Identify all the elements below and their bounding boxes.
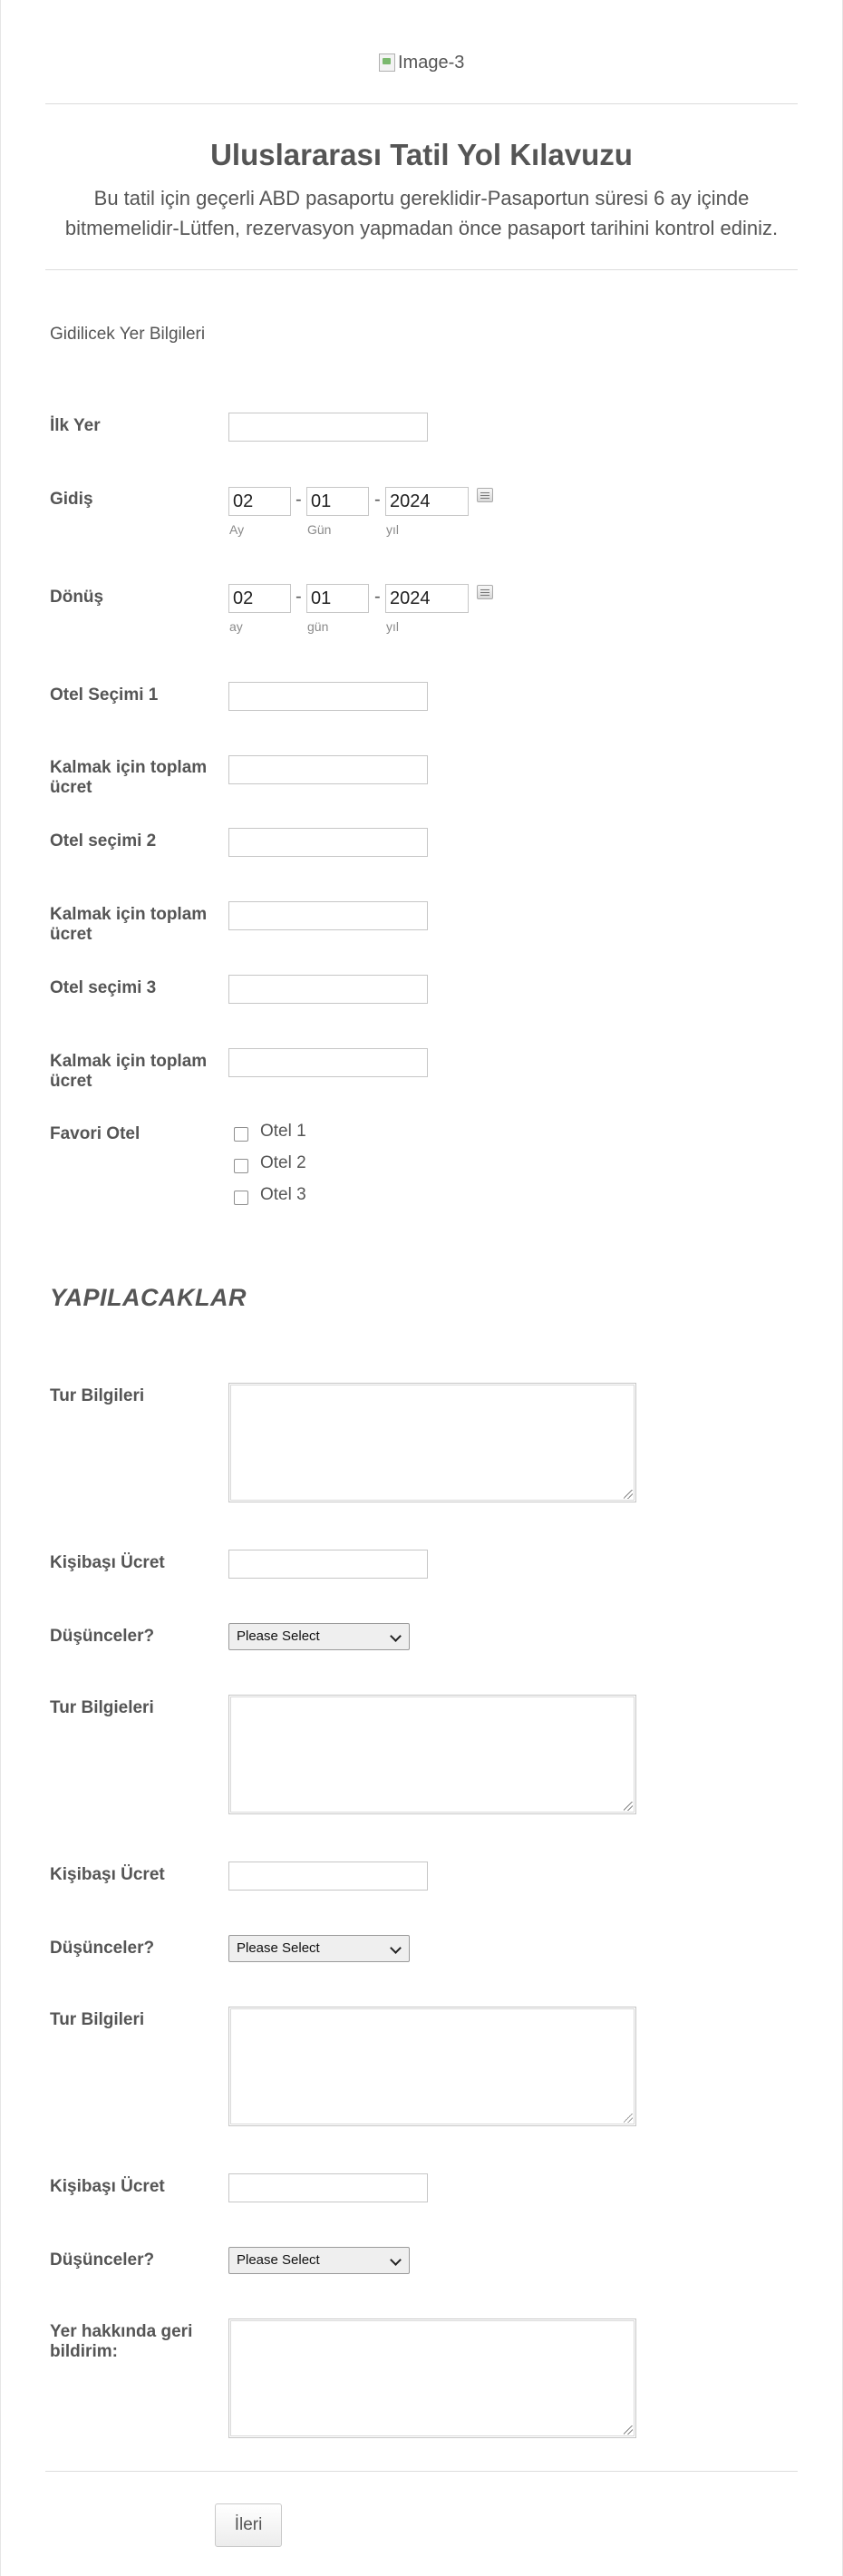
total-1-label: Kalmak için toplam ücret — [50, 758, 208, 797]
date-separator: - — [296, 490, 302, 510]
tour-1-info-textarea[interactable] — [228, 1383, 636, 1502]
tour-3-thoughts-select[interactable] — [228, 2247, 410, 2274]
total-1-input[interactable] — [228, 755, 428, 784]
tour-2-thoughts-label: Düşünceler? — [50, 1939, 155, 1958]
departure-year-sublabel: yıl — [386, 522, 399, 537]
feedback-textarea[interactable] — [228, 2318, 636, 2438]
divider — [45, 103, 798, 104]
divider — [45, 2471, 798, 2472]
resize-grip-icon[interactable] — [624, 1490, 633, 1499]
resize-grip-icon[interactable] — [624, 1802, 633, 1811]
tour-2-thoughts-select[interactable] — [228, 1935, 410, 1962]
page-title: Uluslararası Tatil Yol Kılavuzu — [210, 138, 633, 171]
date-separator: - — [374, 490, 381, 510]
hotel-1-label: Otel Seçimi 1 — [50, 685, 159, 705]
departure-year-input[interactable]: 2024 — [385, 487, 469, 516]
total-3-input[interactable] — [228, 1048, 428, 1077]
return-year-sublabel: yıl — [386, 619, 399, 634]
tour-3-thoughts-label: Düşünceler? — [50, 2250, 155, 2270]
departure-day-sublabel: Gün — [307, 522, 332, 537]
departure-day-input[interactable]: 01 — [306, 487, 369, 516]
tour-2-info-label: Tur Bilgieleri — [50, 1698, 154, 1717]
first-place-input[interactable] — [228, 413, 428, 442]
departure-month-input[interactable]: 02 — [228, 487, 291, 516]
date-separator: - — [374, 587, 381, 607]
total-2-label: Kalmak için toplam ücret — [50, 905, 208, 944]
favorite-hotel-option-3: Otel 3 — [260, 1185, 306, 1204]
favorite-hotel-checkbox-2[interactable] — [234, 1159, 248, 1173]
section-title-destination: Gidilicek Yer Bilgileri — [50, 325, 206, 344]
hotel-3-input[interactable] — [228, 975, 428, 1004]
chevron-down-icon — [390, 1942, 402, 1954]
chevron-down-icon — [390, 2254, 402, 2266]
favorite-hotel-checkbox-1[interactable] — [234, 1127, 248, 1142]
header-image — [379, 53, 464, 73]
favorite-hotel-option-2: Otel 2 — [260, 1153, 306, 1172]
select-value: Please Select — [237, 1628, 320, 1644]
calendar-icon[interactable] — [477, 488, 493, 502]
favorite-hotel-checkbox-3[interactable] — [234, 1191, 248, 1205]
feedback-label: Yer hakkında geri bildirim: — [50, 2322, 193, 2361]
next-button[interactable]: İleri — [215, 2503, 282, 2547]
page-border-left — [0, 0, 1, 2576]
hotel-2-label: Otel seçimi 2 — [50, 831, 157, 851]
resize-grip-icon[interactable] — [624, 2425, 633, 2435]
favorite-hotel-label: Favori Otel — [50, 1124, 140, 1143]
tour-1-info-label: Tur Bilgileri — [50, 1386, 145, 1405]
resize-grip-icon[interactable] — [624, 2114, 633, 2123]
select-value: Please Select — [237, 2252, 320, 2268]
tour-3-info-label: Tur Bilgileri — [50, 2010, 145, 2029]
hotel-1-input[interactable] — [228, 682, 428, 711]
favorite-hotel-option-1: Otel 1 — [260, 1122, 306, 1141]
section-title-todo: YAPILACAKLAR — [50, 1284, 247, 1311]
return-month-input[interactable]: 02 — [228, 584, 291, 613]
chevron-down-icon — [390, 1630, 402, 1642]
first-place-label: İlk Yer — [50, 416, 101, 435]
tour-2-price-label: Kişibaşı Ücret — [50, 1865, 165, 1884]
return-year-input[interactable]: 2024 — [385, 584, 469, 613]
tour-3-price-label: Kişibaşı Ücret — [50, 2177, 165, 2196]
return-day-input[interactable]: 01 — [306, 584, 369, 613]
page-subtitle: Bu tatil için geçerli ABD pasaportu gereklidir-Pasaportun süresi 6 ay içinde bitmemelidir-Lütfen, rezervasyon yapmadan önce pasaport tarihini kontrol ediniz. — [64, 187, 779, 239]
calendar-icon[interactable] — [477, 585, 493, 599]
tour-1-price-input[interactable] — [228, 1550, 428, 1579]
tour-3-info-textarea[interactable] — [228, 2007, 636, 2126]
departure-month-sublabel: Ay — [229, 522, 245, 537]
departure-label: Gidiş — [50, 490, 93, 509]
broken-image-icon — [379, 53, 395, 72]
tour-1-thoughts-select[interactable] — [228, 1623, 410, 1650]
tour-1-thoughts-label: Düşünceler? — [50, 1627, 155, 1646]
total-3-label: Kalmak için toplam ücret — [50, 1052, 208, 1091]
divider — [45, 269, 798, 270]
select-value: Please Select — [237, 1940, 320, 1956]
date-separator: - — [296, 587, 302, 607]
tour-2-info-textarea[interactable] — [228, 1695, 636, 1814]
return-label: Dönüş — [50, 588, 104, 607]
hotel-2-input[interactable] — [228, 828, 428, 857]
header-image-alt: Image-3 — [398, 52, 465, 73]
tour-2-price-input[interactable] — [228, 1862, 428, 1891]
return-month-sublabel: ay — [229, 619, 243, 634]
return-day-sublabel: gün — [307, 619, 329, 634]
tour-3-price-input[interactable] — [228, 2173, 428, 2202]
total-2-input[interactable] — [228, 901, 428, 930]
hotel-3-label: Otel seçimi 3 — [50, 978, 157, 997]
tour-1-price-label: Kişibaşı Ücret — [50, 1553, 165, 1572]
